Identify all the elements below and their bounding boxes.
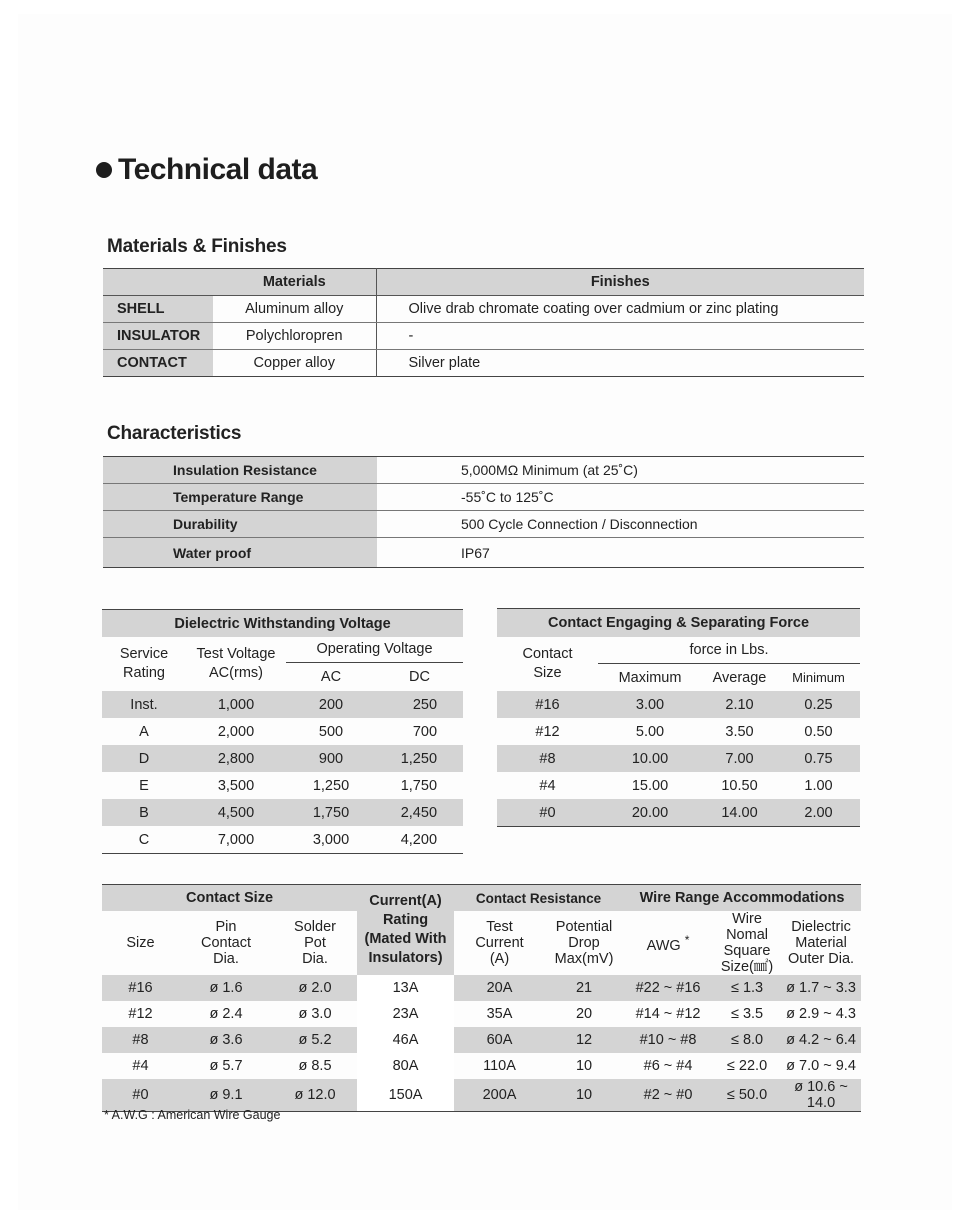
- square-cell: ≤ 3.5: [730, 1006, 764, 1022]
- rating-cell: A: [139, 723, 149, 740]
- table-row: [497, 718, 860, 745]
- awg-cell: #10 ~ #8: [623, 1027, 713, 1053]
- rating-cell: Inst.: [102, 691, 186, 718]
- header-line: Dia.: [213, 951, 239, 967]
- dc-cell: 1,750: [400, 777, 438, 794]
- drop-cell: 10: [545, 1079, 623, 1112]
- header-line: Rating: [123, 665, 165, 681]
- solder-cell: ø 8.5: [298, 1058, 332, 1074]
- square-cell: ≤ 22.0: [726, 1058, 768, 1074]
- contact-size-header: [497, 637, 598, 691]
- header-line: Square: [723, 943, 771, 959]
- table-row: [103, 323, 864, 350]
- pin-cell: ø 5.7: [209, 1058, 243, 1074]
- contact-size-header: Contact Size: [102, 885, 357, 912]
- max-cell: 5.00: [635, 723, 665, 740]
- header-line: Material: [795, 935, 847, 951]
- row-label: INSULATOR: [103, 323, 213, 350]
- drop-cell: 12: [545, 1027, 623, 1053]
- table-row: [102, 975, 861, 1001]
- finish-cell: -: [376, 323, 864, 350]
- max-cell: 10.00: [598, 745, 702, 772]
- ac-cell: 500: [318, 723, 344, 740]
- header-line: Drop: [568, 935, 600, 951]
- wire-range-header: Wire Range Accommodations: [623, 885, 861, 912]
- awg-cell: #14 ~ #12: [635, 1006, 701, 1022]
- square-cell: ≤ 8.0: [713, 1027, 781, 1053]
- header-line: Pin: [215, 919, 237, 935]
- table-row: [102, 1079, 861, 1112]
- size-cell: #4: [539, 777, 556, 794]
- dc-header: DC: [409, 669, 430, 685]
- table-row: [102, 691, 463, 718]
- table-row: [103, 457, 864, 484]
- square-cell: ≤ 50.0: [713, 1079, 781, 1112]
- materials-table: [103, 268, 864, 377]
- table-row: [102, 772, 463, 799]
- maximum-header: Maximum: [618, 669, 682, 686]
- outer-cell: ø 7.0 ~ 9.4: [786, 1058, 856, 1074]
- row-label: Temperature Range: [103, 484, 377, 511]
- solder-dia-header: [273, 911, 357, 975]
- dielectric-table: [102, 609, 463, 854]
- row-label: Insulation Resistance: [103, 457, 377, 484]
- service-rating-header: [102, 637, 186, 691]
- dc-cell: 250: [376, 691, 463, 718]
- table-row: [103, 296, 864, 323]
- header-line: (A): [489, 951, 510, 967]
- rating-cell: B: [102, 799, 186, 826]
- test-cell: 2,800: [186, 745, 286, 772]
- outer-cell: ø 2.9 ~ 4.3: [786, 1006, 856, 1022]
- row-label: CONTACT: [103, 350, 213, 377]
- dc-cell: 1,250: [376, 745, 463, 772]
- size-cell: #0: [102, 1079, 179, 1112]
- value-cell: 5,000MΩ Minimum (at 25˚C): [377, 457, 864, 484]
- current-cell: 13A: [357, 975, 454, 1001]
- header-line: Current(A): [369, 893, 442, 909]
- drop-cell: 10: [575, 1058, 593, 1074]
- avg-cell: 7.00: [702, 745, 777, 772]
- size-cell: #0: [497, 799, 598, 827]
- header-line: Current: [475, 935, 524, 951]
- avg-cell: 10.50: [721, 777, 758, 794]
- table-row: [103, 538, 864, 568]
- header-line: Size(㎟): [720, 959, 774, 975]
- min-cell: 0.50: [804, 723, 833, 740]
- header-line: Rating: [382, 912, 429, 928]
- test-cell: 7,000: [217, 831, 255, 848]
- avg-cell: 3.50: [725, 723, 754, 740]
- dc-cell: 4,200: [400, 831, 438, 848]
- table-row: [102, 1053, 861, 1079]
- header-line: Potential: [555, 919, 613, 935]
- size-cell: #16: [102, 975, 179, 1001]
- current-cell: 23A: [357, 1001, 454, 1027]
- header-line: Service: [119, 646, 169, 662]
- square-cell: ≤ 1.3: [713, 975, 781, 1001]
- solder-cell: ø 2.0: [273, 975, 357, 1001]
- test-cell: 3,500: [217, 777, 255, 794]
- rating-cell: C: [138, 831, 150, 848]
- materials-header-row: [103, 269, 864, 296]
- value-cell: 500 Cycle Connection / Disconnection: [377, 511, 864, 538]
- contact-size-table: [102, 884, 861, 1112]
- avg-cell: 14.00: [702, 799, 777, 827]
- awg-footnote-mark: *: [684, 933, 690, 948]
- force-lbs-header: force in Lbs.: [598, 637, 860, 664]
- materials-header-blank: [103, 269, 213, 296]
- test-cell: 110A: [483, 1058, 516, 1074]
- material-cell: Copper alloy: [213, 350, 376, 377]
- header-line: (Mated With: [364, 931, 447, 947]
- potential-drop-header: [545, 911, 623, 975]
- force-title: Contact Engaging & Separating Force: [497, 609, 860, 638]
- finishes-col-header: Finishes: [376, 269, 864, 296]
- header-line: Dia.: [302, 951, 328, 967]
- header-line: Test: [486, 919, 513, 935]
- ac-cell: 1,250: [312, 777, 350, 794]
- min-cell: 2.00: [777, 799, 860, 827]
- size-cell: #8: [497, 745, 598, 772]
- square-size-header: [713, 911, 781, 975]
- table-row: [102, 1001, 861, 1027]
- outer-cell: ø 1.7 ~ 3.3: [781, 975, 861, 1001]
- rating-cell: D: [102, 745, 186, 772]
- minimum-header: Minimum: [792, 670, 845, 685]
- operating-voltage-header: Operating Voltage: [286, 637, 463, 663]
- dielectric-title: Dielectric Withstanding Voltage: [102, 610, 463, 638]
- average-header: Average: [712, 669, 767, 686]
- footnote: * A.W.G : American Wire Gauge: [104, 1108, 281, 1122]
- test-cell: 35A: [486, 1006, 513, 1022]
- contact-resistance-header: Contact Resistance: [454, 885, 623, 912]
- rating-cell: E: [139, 777, 149, 794]
- finish-cell: Silver plate: [408, 355, 481, 371]
- size-cell: #16: [497, 691, 598, 718]
- header-line: Contact: [201, 935, 251, 951]
- header-line: Pot: [304, 935, 326, 951]
- material-cell: Polychloropren: [213, 323, 376, 350]
- table-row: [497, 691, 860, 718]
- page-title-text: Technical data: [118, 153, 318, 186]
- awg-cell: #2 ~ #0: [623, 1079, 713, 1112]
- header-line: Outer Dia.: [787, 951, 855, 967]
- pin-dia-header: [179, 911, 273, 975]
- drop-cell: 20: [575, 1006, 593, 1022]
- max-cell: 20.00: [598, 799, 702, 827]
- table-row: [102, 1027, 861, 1053]
- pin-cell: ø 1.6: [179, 975, 273, 1001]
- min-cell: 0.25: [777, 691, 860, 718]
- test-cell: 1,000: [186, 691, 286, 718]
- ac-cell: 1,750: [286, 799, 376, 826]
- awg-header: [623, 911, 713, 975]
- max-cell: 15.00: [631, 777, 669, 794]
- pin-cell: ø 3.6: [179, 1027, 273, 1053]
- table-row: [102, 799, 463, 826]
- size-cell: #8: [102, 1027, 179, 1053]
- drop-cell: 21: [545, 975, 623, 1001]
- test-cell: 20A: [454, 975, 545, 1001]
- current-cell: 46A: [357, 1027, 454, 1053]
- materials-col-header: Materials: [213, 269, 376, 296]
- ac-cell: 900: [286, 745, 376, 772]
- test-cell: 4,500: [186, 799, 286, 826]
- outer-cell: ø 10.6 ~ 14.0: [781, 1079, 861, 1112]
- header-line: Max(mV): [554, 951, 614, 967]
- solder-cell: ø 3.0: [298, 1006, 332, 1022]
- header-line: AC(rms): [209, 665, 263, 681]
- size-cell: #12: [128, 1006, 153, 1022]
- value-cell: -55˚C to 125˚C: [377, 484, 864, 511]
- min-cell: 0.75: [777, 745, 860, 772]
- header-line: Insulators): [368, 950, 443, 966]
- table-row: [102, 826, 463, 854]
- characteristics-table: [103, 456, 864, 568]
- header-line: Solder: [294, 919, 336, 935]
- header-line: Size: [533, 665, 562, 681]
- dc-cell: 2,450: [376, 799, 463, 826]
- page-title: [96, 150, 317, 190]
- title-bullet-icon: [96, 162, 112, 178]
- size-cell: #12: [535, 723, 560, 740]
- characteristics-heading: Characteristics: [107, 423, 242, 444]
- size-header: Size: [126, 935, 155, 951]
- finish-cell: Olive drab chromate coating over cadmium or zinc plating: [376, 296, 864, 323]
- header-line: Dielectric: [791, 919, 851, 935]
- table-row: [103, 484, 864, 511]
- table-row: [497, 799, 860, 827]
- current-cell: 150A: [357, 1079, 454, 1112]
- row-label: Water proof: [103, 538, 377, 568]
- header-line: Test Voltage: [196, 646, 276, 662]
- value-cell: IP67: [461, 544, 490, 561]
- max-cell: 3.00: [598, 691, 702, 718]
- ac-cell: 3,000: [312, 831, 350, 848]
- solder-cell: ø 12.0: [273, 1079, 357, 1112]
- row-label: Durability: [103, 511, 377, 538]
- outer-cell: ø 4.2 ~ 6.4: [781, 1027, 861, 1053]
- header-line: Contact: [522, 646, 573, 662]
- force-table: [497, 608, 860, 827]
- ac-cell: 200: [286, 691, 376, 718]
- material-cell: Aluminum alloy: [213, 296, 376, 323]
- header-line: Wire Nomal: [726, 911, 768, 943]
- test-current-header: [454, 911, 545, 975]
- pin-cell: ø 2.4: [209, 1006, 243, 1022]
- test-cell: 200A: [454, 1079, 545, 1112]
- table-row: [103, 511, 864, 538]
- awg-label: AWG: [646, 937, 681, 954]
- materials-heading: Materials & Finishes: [107, 236, 287, 257]
- table-row: [102, 745, 463, 772]
- current-cell: 80A: [357, 1053, 454, 1079]
- table-row: [497, 745, 860, 772]
- test-cell: 2,000: [217, 723, 255, 740]
- solder-cell: ø 5.2: [273, 1027, 357, 1053]
- size-cell: #4: [132, 1058, 149, 1074]
- pin-cell: ø 9.1: [179, 1079, 273, 1112]
- dielectric-outer-header: [781, 911, 861, 975]
- table-row: [103, 350, 864, 377]
- row-label: SHELL: [103, 296, 213, 323]
- avg-cell: 2.10: [702, 691, 777, 718]
- test-cell: 60A: [454, 1027, 545, 1053]
- test-voltage-header: [186, 637, 286, 691]
- table-row: [497, 772, 860, 799]
- min-cell: 1.00: [804, 777, 833, 794]
- table-row: [102, 718, 463, 745]
- awg-cell: #22 ~ #16: [623, 975, 713, 1001]
- dc-cell: 700: [412, 723, 438, 740]
- awg-cell: #6 ~ #4: [643, 1058, 693, 1074]
- current-rating-header: [357, 885, 454, 976]
- ac-header: AC: [320, 669, 342, 685]
